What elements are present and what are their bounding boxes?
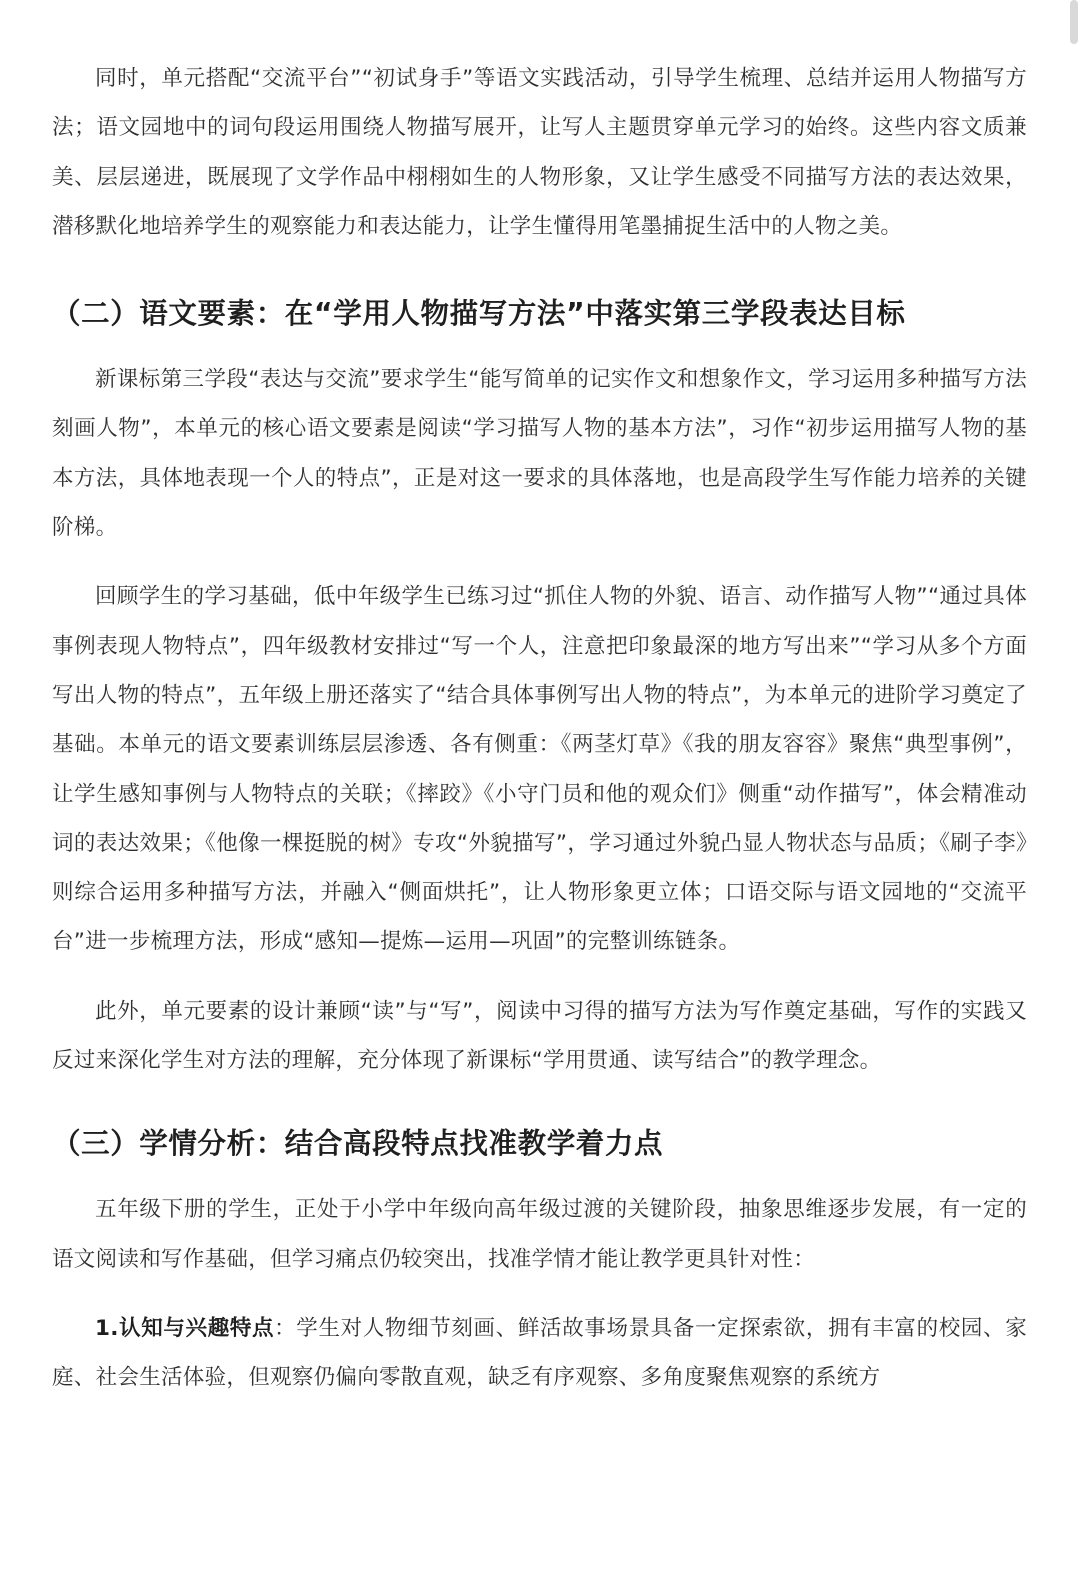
paragraph-unit-activities: 同时，单元搭配“交流平台”“初试身手”等语文实践活动，引导学生梳理、总结并运用人物描写方法；语文园地中的词句段运用围绕人物描写展开，让写人主题贯穿单元学习的始终。这些内容文质兼美、层层递进，既展现了文学作品中栩栩如生的人物形象，又让学生感受不同描写方法的表达效果，潜移默化地培养学生的观察能力和表达能力，让学生懂得用笔墨捕捉生活中的人物之美。 [52,66,1027,239]
section-heading-learner-analysis: （三）学情分析：结合高段特点找准教学着力点 [52,1127,664,1161]
paragraph-curriculum-standard: 新课标第三学段“表达与交流”要求学生“能写简单的记实作文和想象作文，学习运用多种描写方法刻画人物”，本单元的核心语文要素是阅读“学习描写人物的基本方法”，习作“初步运用描写人物的基本方法，具体地表现一个人的特点”，正是对这一要求的具体落地，也是高段学生写作能力培养的关键阶梯。 [52,367,1027,541]
scrollbar[interactable] [1070,0,1078,44]
list-item-label: 1.认知与兴趣特点 [95,1315,275,1341]
document-page [52,54,1027,1403]
paragraph-grade-five-students: 五年级下册的学生，正处于小学中年级向高年级过渡的关键阶段，抽象思维逐步发展，有一定的语文阅读和写作基础，但学习痛点仍较突出，找准学情才能让教学更具针对性： [52,1197,1027,1272]
section-heading-language-elements: （二）语文要素：在“学用人物描写方法”中落实第三学段表达目标 [52,297,906,331]
paragraph-learning-foundation: 回顾学生的学习基础，低中年级学生已练习过“抓住人物的外貌、语言、动作描写人物”“通过具体事例表现人物特点”，四年级教材安排过“写一个人，注意把印象最深的地方写出来”“学习从多个方面写出人物的特点”，五年级上册还落实了“结合具体事例写出人物的特点”，为本单元的进阶学习奠定了基础。本单元的语文要素训练层层渗透、各有侧重：《两茎灯草》《我的朋友容容》聚焦“典型事例”，让学生感知事例与人物特点的关联；《摔跤》《小守门员和他的观众们》侧重“动作描写”，体会精准动词的表达效果；《他像一棵挺脱的树》专攻“外貌描写”，学习通过外貌凸显人物状态与品质；《刷子李》则综合运用多种描写方法，并融入“侧面烘托”，让人物形象更立体；口语交际与语文园地的“交流平台”进一步梳理方法，形成“感知—提炼—运用—巩固”的完整训练链条。 [52,584,1027,955]
paragraph-read-write-combination: 此外，单元要素的设计兼顾“读”与“写”，阅读中习得的描写方法为写作奠定基础，写作的实践又反过来深化学生对方法的理解，充分体现了新课标“学用贯通、读写结合”的教学理念。 [52,998,1027,1074]
list-item-text: ：学生对人物细节刻画、鲜活故事场景具备一定探索欲，拥有丰富的校园、家庭、社会生活体验，但观察仍偏向零散直观，缺乏有序观察、多角度聚焦观察的系统方 [52,1315,1027,1391]
paragraph-cognition-interest [52,1304,1027,1403]
